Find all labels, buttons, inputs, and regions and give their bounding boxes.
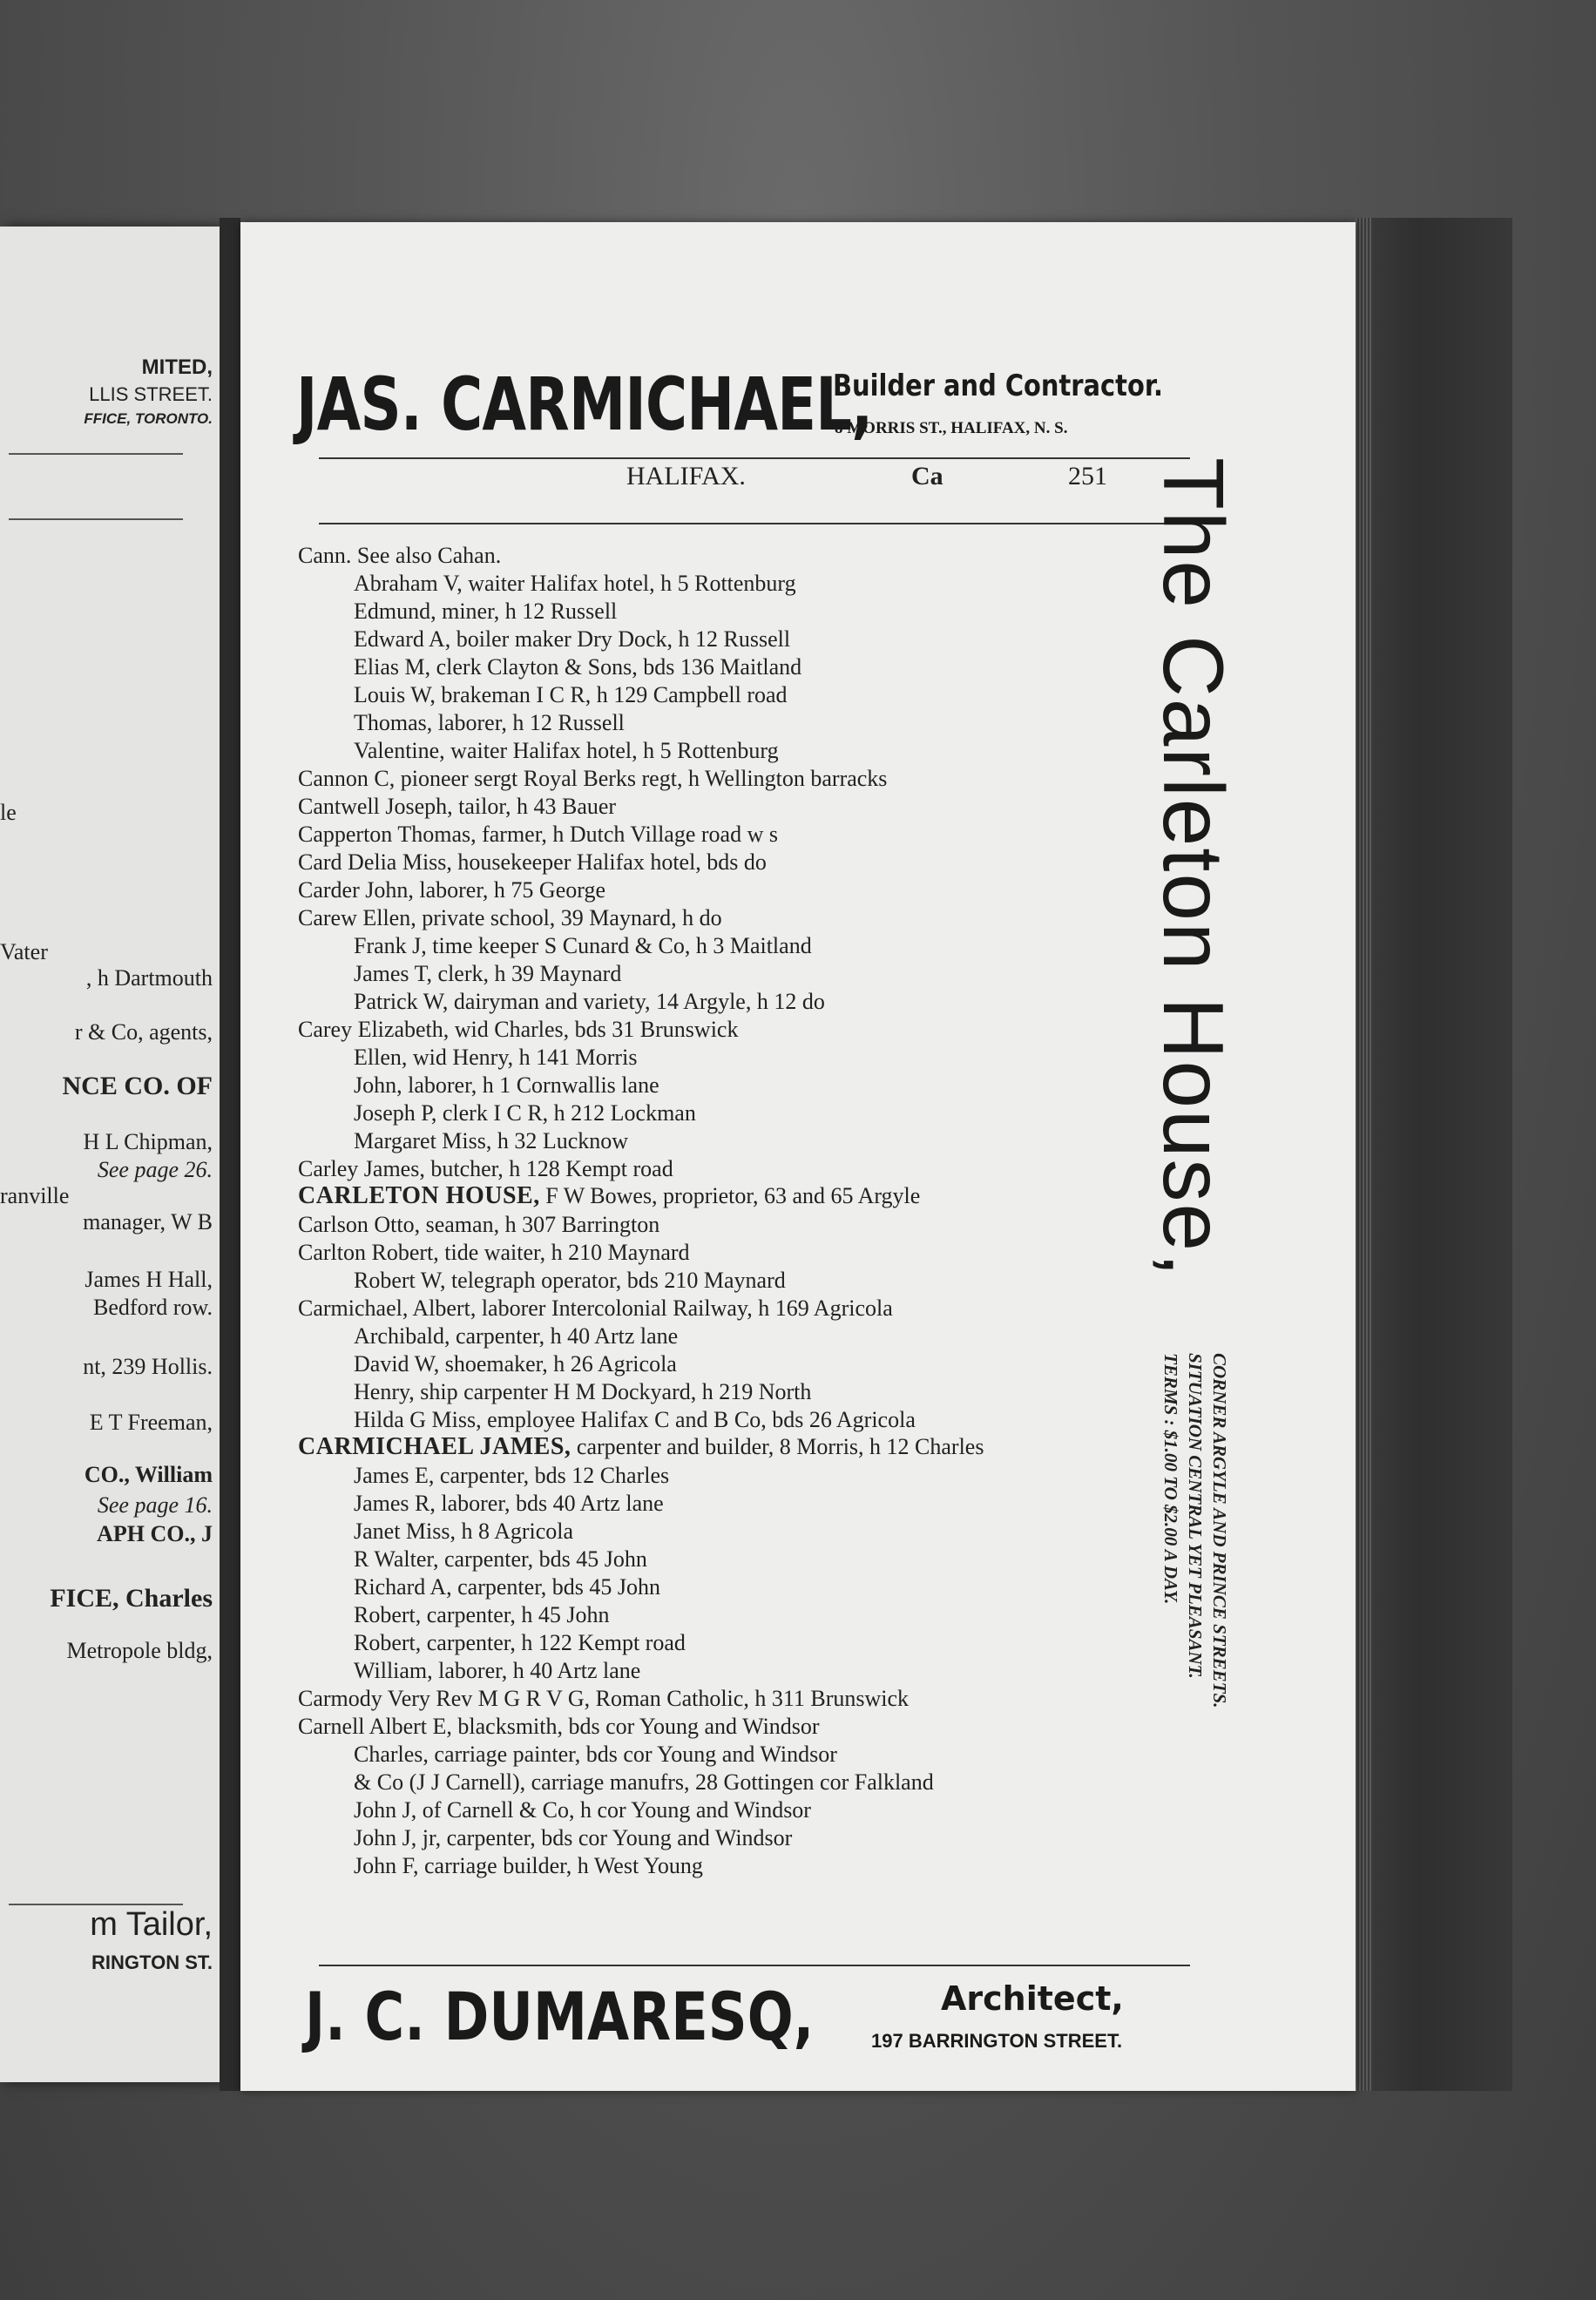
- directory-entry: Cann. See also Cahan.: [298, 543, 502, 568]
- left-rule: [9, 453, 183, 455]
- directory-entry: Carnell Albert E, blacksmith, bds cor Young and Windsor: [298, 1714, 820, 1739]
- left-line: , h Dartmouth: [85, 965, 213, 991]
- directory-entry: Richard A, carpenter, bds 45 John: [354, 1574, 661, 1600]
- running-head-rule: [319, 523, 1190, 524]
- footer-ad-title: Architect,: [941, 1979, 1124, 2018]
- page-number: 251: [1068, 462, 1107, 490]
- left-line: NCE CO. OF: [62, 1072, 213, 1100]
- directory-entry: Hilda G Miss, employee Halifax C and B Co, bds 26 Agricola: [354, 1407, 916, 1432]
- left-line: Metropole bldg,: [66, 1638, 213, 1663]
- directory-entry: James T, clerk, h 39 Maynard: [354, 961, 622, 986]
- directory-entry: John, laborer, h 1 Cornwallis lane: [354, 1072, 659, 1098]
- left-line: James H Hall,: [85, 1267, 213, 1292]
- left-line: CO., William: [84, 1462, 213, 1487]
- directory-entry: Margaret Miss, h 32 Lucknow: [354, 1128, 629, 1153]
- book-gutter: [220, 218, 240, 2091]
- left-line: manager, W B: [83, 1209, 213, 1235]
- directory-entry: Carder John, laborer, h 75 George: [298, 877, 605, 903]
- directory-entry: Carmichael, Albert, laborer Intercolonial Railway, h 169 Agricola: [298, 1295, 893, 1321]
- left-line: le: [0, 800, 17, 825]
- directory-entry-carmichael-james: [298, 1435, 984, 1459]
- header-ad-name: JAS. CARMICHAEL,: [296, 362, 873, 447]
- entry-detail: F W Bowes, proprietor, 63 and 65 Argyle: [545, 1183, 921, 1208]
- directory-entry: Edward A, boiler maker Dry Dock, h 12 Russell: [354, 626, 791, 652]
- directory-entry: Louis W, brakeman I C R, h 129 Campbell road: [354, 682, 788, 707]
- entry-detail: carpenter and builder, 8 Morris, h 12 Charles: [576, 1434, 984, 1459]
- header-ad-title: Builder and Contractor.: [833, 369, 1163, 403]
- directory-entry: John F, carriage builder, h West Young: [354, 1853, 703, 1878]
- directory-entry: Joseph P, clerk I C R, h 212 Lockman: [354, 1100, 696, 1126]
- left-rule: [9, 1904, 183, 1905]
- directory-entry: Henry, ship carpenter H M Dockyard, h 219 North: [354, 1379, 812, 1404]
- directory-entry: & Co (J J Carnell), carriage manufrs, 28 Gottingen cor Falkland: [354, 1769, 934, 1795]
- directory-entry: John J, jr, carpenter, bds cor Young and Windsor: [354, 1825, 793, 1850]
- entry-bold-name: CARLETON HOUSE,: [298, 1182, 540, 1209]
- directory-entry: Frank J, time keeper S Cunard & Co, h 3 Maitland: [354, 933, 812, 958]
- directory-entry: Abraham V, waiter Halifax hotel, h 5 Rottenburg: [354, 571, 796, 596]
- left-line: H L Chipman,: [83, 1129, 213, 1154]
- directory-entry: James R, laborer, bds 40 Artz lane: [354, 1491, 664, 1516]
- directory-entry-carleton-house: [298, 1184, 920, 1208]
- directory-entry: Carley James, butcher, h 128 Kempt road: [298, 1156, 673, 1181]
- directory-entry: William, laborer, h 40 Artz lane: [354, 1658, 641, 1683]
- directory-entry: Edmund, miner, h 12 Russell: [354, 599, 618, 624]
- directory-entry: Carmody Very Rev M G R V G, Roman Catholic, h 311 Brunswick: [298, 1686, 910, 1711]
- side-ad-details: [1159, 1353, 1232, 1708]
- left-line: LLIS STREET.: [89, 383, 213, 405]
- directory-entry: Cannon C, pioneer sergt Royal Berks regt, h Wellington barracks: [298, 766, 888, 791]
- footer-rule: [319, 1965, 1190, 1966]
- left-line: E T Freeman,: [89, 1410, 213, 1435]
- directory-entry: Thomas, laborer, h 12 Russell: [354, 710, 625, 735]
- header-advertisement: [296, 362, 1359, 449]
- header-rule: [319, 457, 1190, 459]
- left-line: FFICE, TORONTO.: [84, 410, 213, 427]
- side-ad-line: CORNER ARGYLE AND PRINCE STREETS.: [1209, 1353, 1230, 1708]
- directory-entry: Valentine, waiter Halifax hotel, h 5 Rottenburg: [354, 738, 779, 763]
- directory-entry: Carlton Robert, tide waiter, h 210 Maynard: [298, 1240, 690, 1265]
- directory-entry: Elias M, clerk Clayton & Sons, bds 136 Maitland: [354, 654, 802, 680]
- directory-entry: Cantwell Joseph, tailor, h 43 Bauer: [298, 794, 617, 819]
- entry-bold-name: CARMICHAEL JAMES,: [298, 1433, 571, 1460]
- left-line: MITED,: [141, 355, 213, 379]
- directory-entry: Archibald, carpenter, h 40 Artz lane: [354, 1323, 679, 1349]
- left-line: m Tailor,: [90, 1906, 213, 1943]
- directory-entry: Charles, carriage painter, bds cor Young and Windsor: [354, 1742, 837, 1767]
- footer-ad-name: J. C. DUMARESQ,: [305, 1978, 815, 2055]
- directory-entry: Carew Ellen, private school, 39 Maynard, h do: [298, 905, 722, 930]
- directory-entry: Robert, carpenter, h 45 John: [354, 1602, 610, 1627]
- left-line: See page 16.: [97, 1492, 213, 1518]
- left-line: FICE, Charles: [50, 1584, 213, 1613]
- directory-page: [240, 222, 1356, 2091]
- left-line: nt, 239 Hollis.: [83, 1354, 213, 1379]
- footer-advertisement: [305, 1978, 1350, 2073]
- directory-entry: Ellen, wid Henry, h 141 Morris: [354, 1045, 638, 1070]
- side-ad-line: SITUATION CENTRAL YET PLEASANT.: [1185, 1353, 1206, 1679]
- running-head-city: HALIFAX.: [626, 462, 746, 490]
- directory-entry: James E, carpenter, bds 12 Charles: [354, 1463, 670, 1488]
- directory-entry: Patrick W, dairyman and variety, 14 Argyle, h 12 do: [354, 989, 825, 1014]
- directory-entry: R Walter, carpenter, bds 45 John: [354, 1546, 647, 1572]
- directory-entry: Robert W, telegraph operator, bds 210 Maynard: [354, 1268, 786, 1293]
- left-line: Vater: [0, 939, 48, 964]
- header-ad-address: 8 MORRIS ST., HALIFAX, N. S.: [835, 419, 1068, 437]
- directory-entry: Janet Miss, h 8 Agricola: [354, 1519, 574, 1544]
- left-line: r & Co, agents,: [74, 1019, 213, 1045]
- left-line: See page 26.: [97, 1157, 213, 1182]
- left-line: APH CO., J: [97, 1521, 213, 1546]
- side-ad-name: The Carleton House,: [1146, 457, 1241, 1279]
- left-rule: [9, 518, 183, 520]
- side-ad-line: TERMS : $1.00 TO $2.00 A DAY.: [1160, 1353, 1181, 1605]
- left-line: RINGTON ST.: [91, 1952, 213, 1973]
- directory-entry: Capperton Thomas, farmer, h Dutch Village road w s: [298, 822, 778, 847]
- directory-entry: Carlson Otto, seaman, h 307 Barrington: [298, 1212, 660, 1237]
- left-line: ranville: [0, 1183, 70, 1208]
- left-line: Bedford row.: [93, 1295, 213, 1320]
- directory-entry: Robert, carpenter, h 122 Kempt road: [354, 1630, 686, 1655]
- directory-entry: John J, of Carnell & Co, h cor Young and Windsor: [354, 1797, 811, 1823]
- running-head-section: Ca: [911, 462, 943, 490]
- directory-entry: Carey Elizabeth, wid Charles, bds 31 Brunswick: [298, 1017, 739, 1042]
- left-page-fragment: [0, 227, 220, 2082]
- page-edge: [1356, 218, 1512, 2091]
- footer-ad-address: 197 BARRINGTON STREET.: [871, 2030, 1123, 2052]
- directory-entry: Card Delia Miss, housekeeper Halifax hotel, bds do: [298, 849, 767, 875]
- directory-entry: David W, shoemaker, h 26 Agricola: [354, 1351, 677, 1377]
